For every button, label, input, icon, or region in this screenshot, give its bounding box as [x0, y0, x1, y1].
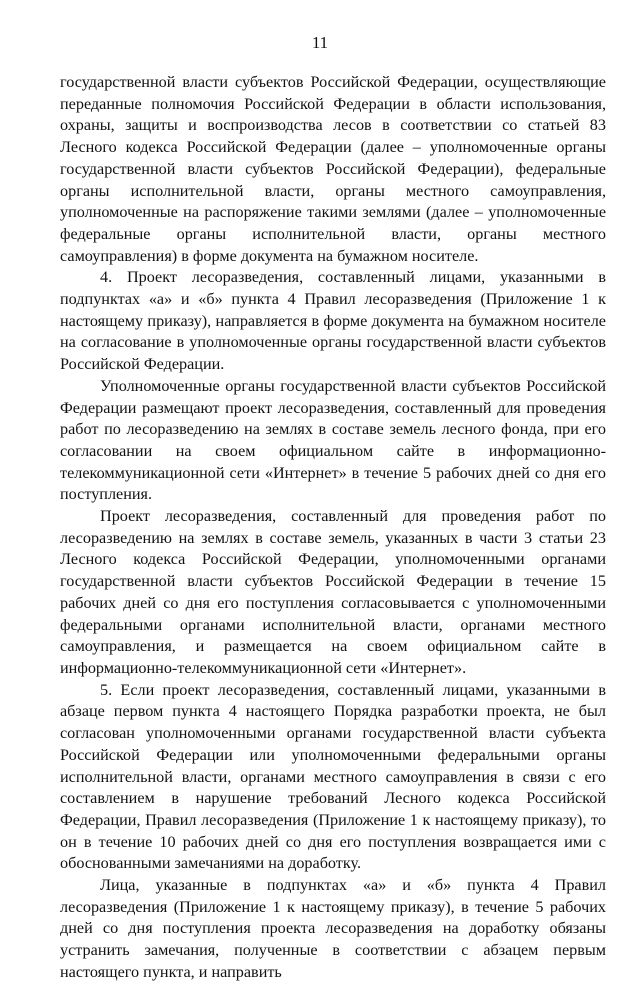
paragraph-continuation: государственной власти субъектов Российской Федерации, осуществляющие переданные полномочия Российской Федерации в области использования, охраны, защиты и воспроизводства лесов в соответствии со статьей 83 Лесного кодекса Российской Федерации (далее – уполномоченные органы государственной власти субъектов Российской Федерации), федеральные органы исполнительной власти, органы местного самоуправления, уполномоченные на распоряжение такими землями (далее – уполномоченные федеральные органы исполнительной власти, органы местного самоуправления) в форме документа на бумажном носителе.	[60, 73, 606, 265]
paragraph-item-4: 4. Проект лесоразведения, составленный лицами, указанными в подпунктах «а» и «б» пункта 4 Правил лесоразведения (Приложение 1 к настоящему приказу), направляется в форме документа на бумажном носителе на согласование в уполномоченные органы государственной власти субъектов Российской Федерации.	[60, 268, 606, 374]
paragraph-approval: Проект лесоразведения, составленный для проведения работ по лесоразведению на землях в составе земель, указанных в части 3 статьи 23 Лесного кодекса Российской Федерации, уполномоченными органами государственной власти субъектов Российской Федерации в течение 15 рабочих дней со дня его поступления согласовывается с уполномоченными федеральными органами исполнительной власти, органами местного самоуправления, и размещается на своем официальном сайте в информационно-телекоммуникационной сети «Интернет».	[60, 507, 606, 677]
document-body	[60, 72, 606, 984]
paragraph-revision: Лица, указанные в подпунктах «а» и «б» пункта 4 Правил лесоразведения (Приложение 1 к настоящему приказу), в течение 5 рабочих дней со дня поступления проекта лесоразведения на доработку обязаны устранить замечания, полученные в соответствии с абзацем первым настоящего пункта, и направить	[60, 876, 606, 981]
page-number: 11	[311, 33, 329, 52]
paragraph-item-5: 5. Если проект лесоразведения, составленный лицами, указанными в абзаце первом пункта 4 настоящего Порядка разработки проекта, не был согласован уполномоченными органами государственной власти субъекта Российской Федерации или уполномоченными федеральными органы исполнительной власти, органами местного самоуправления в связи с его составлением в нарушение требований Лесного кодекса Российской Федерации, Правил лесоразведения (Приложение 1 к настоящему приказу), то он в течение 10 рабочих дней со дня его поступления возвращается ими с обоснованными замечаниями на доработку.	[60, 680, 606, 873]
paragraph-publication: Уполномоченные органы государственной власти субъектов Российской Федерации размещают проект лесоразведения, составленный для проведения работ по лесоразведению на землях в составе земель лесного фонда, при его согласовании на своем официальном сайте в информационно-телекоммуникационной сети «Интернет» в течение 5 рабочих дней со дня его поступления.	[60, 376, 606, 504]
